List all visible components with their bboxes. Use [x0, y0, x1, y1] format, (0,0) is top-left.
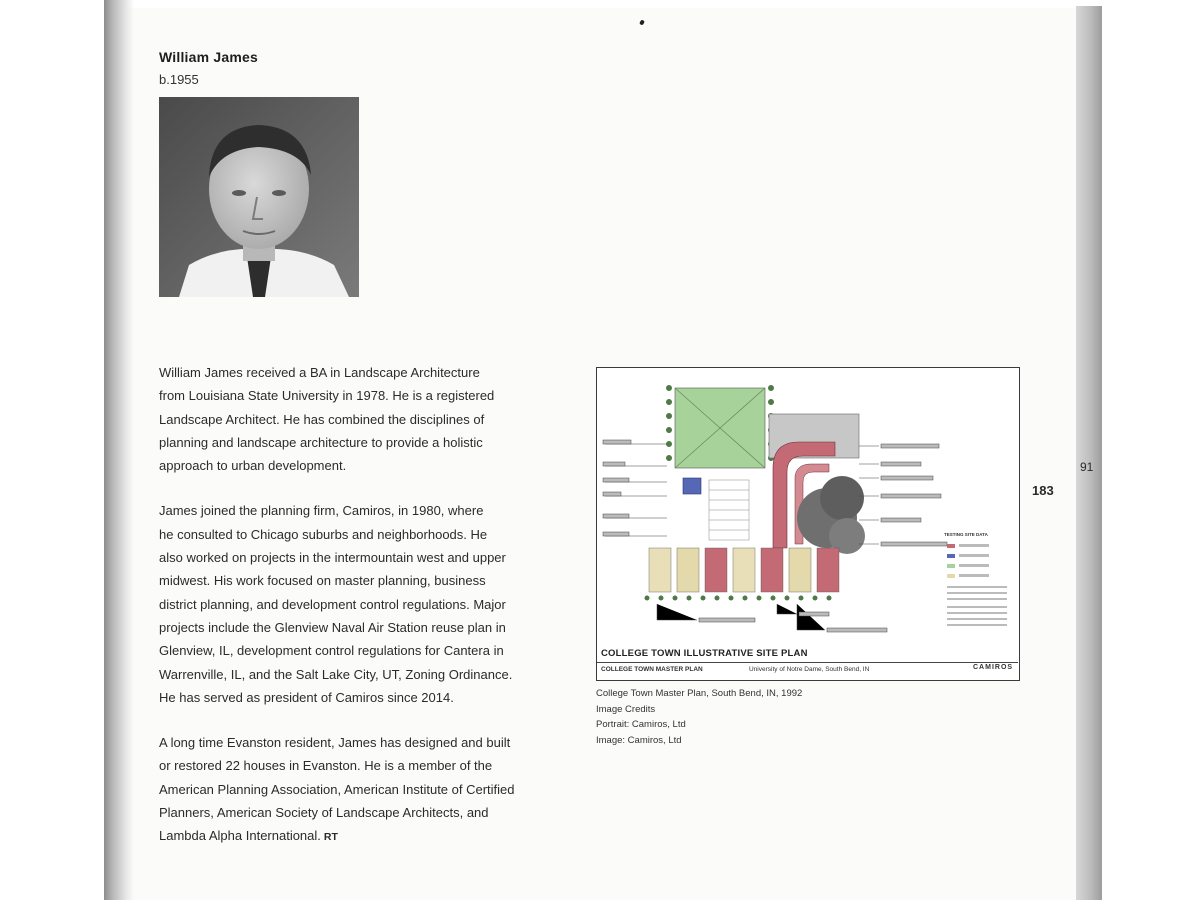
page-number-secondary: 91 [1080, 460, 1094, 474]
person-name: William James [159, 49, 258, 65]
caption-line-3: Portrait: Camiros, Ltd [596, 719, 686, 730]
bio-paragraph-3 [159, 731, 549, 849]
figure-footer-location: University of Notre Dame, South Bend, IN [749, 666, 870, 673]
bio-paragraph-1: William James received a BA in Landscape Architecture from Louisiana State University in 1978. He is a registered Landscape Architect. He has combined the disciplines of planning and landscape architecture to provide a holistic approach to urban development. [159, 365, 495, 474]
birth-year: b.1955 [159, 72, 199, 87]
biography [159, 361, 549, 872]
figure-title: COLLEGE TOWN ILLUSTRATIVE SITE PLAN [601, 648, 808, 659]
figure-footer-project: COLLEGE TOWN MASTER PLAN [601, 666, 703, 673]
bio-paragraph-2: James joined the planning firm, Camiros, in 1980, where he consulted to Chicago suburbs and neighborhoods. He also worked on projects in the intermountain west and upper midwest. His work focused on master planning, business district planning, and development control regulations. Major projects include the Glenview Naval Air Station reuse plan in Glenview, IL, development control regulations for Cantera in Warrenville, IL, and the Salt Lake City, UT, Zoning Ordinance. He has served as president of Camiros since 2014. [159, 503, 513, 705]
camiros-logo: CAMIROS [973, 664, 1014, 671]
caption-line-4: Image: Camiros, Ltd [596, 734, 682, 746]
caption-line-2: Image Credits [596, 703, 656, 715]
book-spine-shadow [104, 0, 134, 900]
figure-footer [597, 662, 1018, 680]
caption-line-1: College Town Master Plan, South Bend, IN, 1992 [596, 688, 803, 699]
bio-paragraph-3-text: A long time Evanston resident, James has designed and built or restored 22 houses in Evanston. He is a member of the American Planning Association, American Institute of Certified Planners, American Society of Landscape Architects, and Lambda Alpha International. [159, 735, 515, 844]
site-data-heading: TESTING SITE DATA [944, 532, 988, 537]
site-plan-figure [596, 367, 1020, 681]
portrait-image [159, 97, 359, 297]
portrait-photo [159, 97, 359, 297]
author-initials: RT [323, 831, 338, 844]
site-plan-drawing [597, 368, 1018, 662]
figure-caption [596, 686, 802, 748]
page-edge-shadow [1076, 6, 1102, 900]
page-number: 183 [1032, 483, 1054, 498]
